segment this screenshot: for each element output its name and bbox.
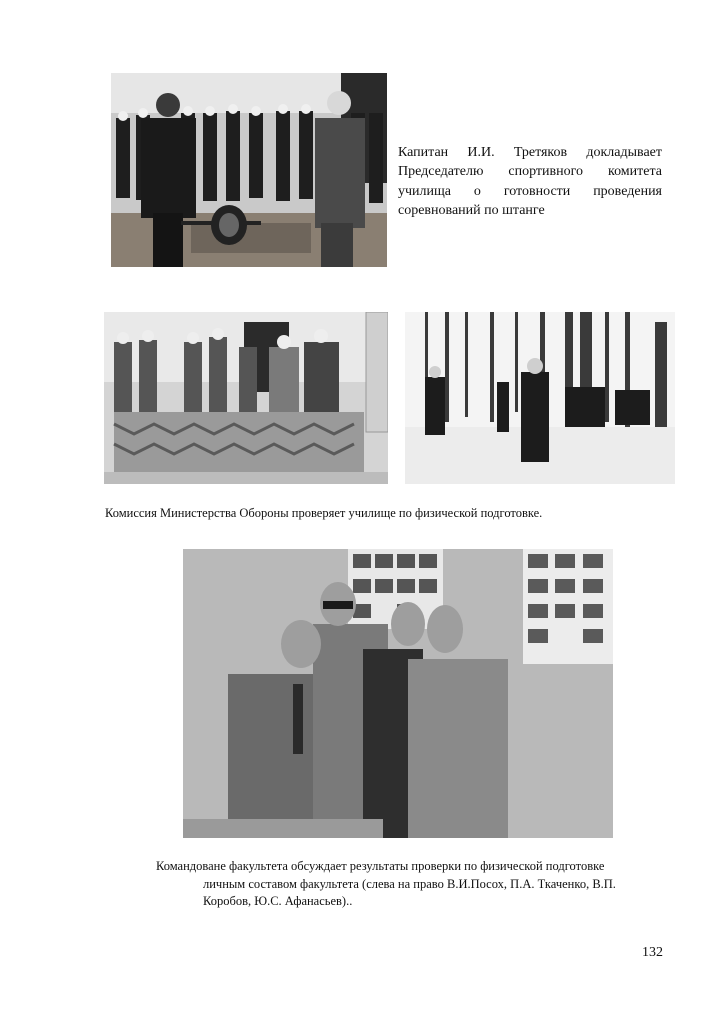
photo-faculty-command [183, 549, 613, 838]
caption-weightlifting: Капитан И.И. Третяков докладывает Председателю спортивного комитета училища о готовности проведения соревнований по штанге [398, 145, 662, 218]
photo-commission-table [104, 312, 388, 484]
caption-faculty-line1: Командоване факультета обсуждает результаты проверки по физической подготовке [156, 859, 605, 873]
caption-commission: Комиссия Министерства Обороны проверяет училище по физической подготовке. [105, 506, 543, 520]
photo-weightlifting [111, 73, 387, 267]
caption-faculty-command [156, 858, 664, 911]
photo-winter-forest [405, 312, 675, 484]
caption-faculty-rest: личным составом факультета (слева на право В.И.Посох, П.А. Ткаченко, В.П. Коробов, Ю.С. Афанасьев).. [203, 876, 616, 908]
page-number: 132 [642, 945, 663, 960]
